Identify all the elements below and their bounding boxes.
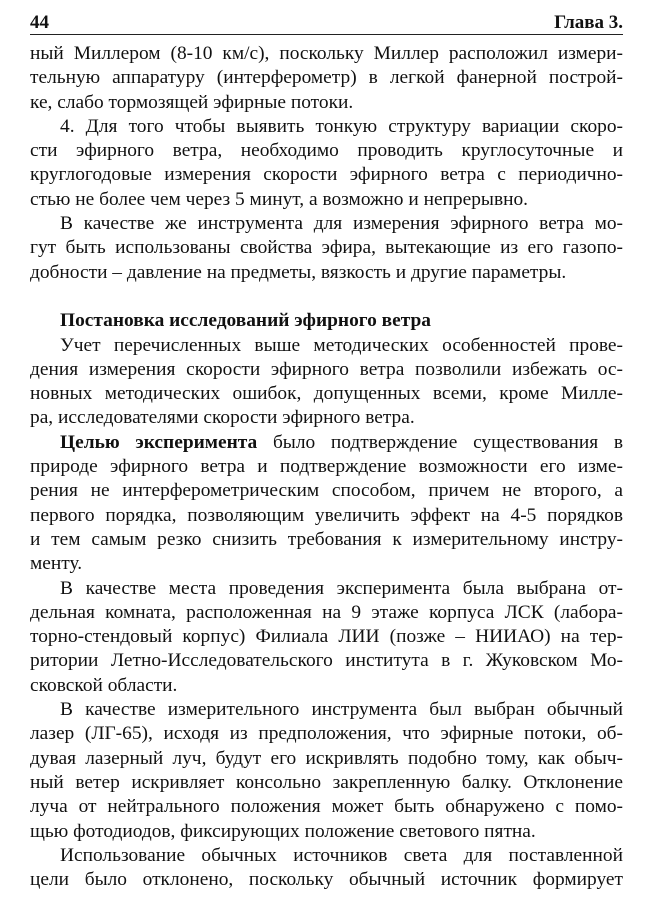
text-line: ный Миллером (8-10 км/с), поскольку Миллер расположил измери-: [30, 43, 623, 64]
text-line: дувая лазерный луч, будут его искривлять подобно тому, как обыч-: [30, 747, 623, 769]
text-line: ке, слабо тормозящей эфирные потоки.: [30, 91, 354, 113]
text-line: ный ветер искривляет консольно закрепленную балку. Отклонение: [30, 771, 623, 793]
body-text: [30, 42, 623, 892]
text-line: торно-стендовый корпус) Филиала ЛИИ (позже – НИИАО) на тер-: [30, 626, 623, 648]
text-line: природе эфирного ветра и подтверждение возможности его изме-: [30, 456, 623, 478]
text-line: ритории Летно-Исследовательского института в г. Жуковском Мо-: [30, 650, 623, 672]
text-line: новных методических ошибок, допущенных всеми, кроме Милле-: [30, 383, 623, 405]
text-line: дельная комната, расположенная на 9 этаже корпуса ЛСК (лабора-: [30, 601, 623, 623]
text-line: дения измерения скорости эфирного ветра позволили избежать ос-: [30, 358, 623, 380]
text-line: В качестве места проведения эксперимента была выбрана от-: [60, 577, 623, 599]
text-line: В качестве измерительного инструмента был выбран обычный: [60, 699, 623, 721]
chapter-label: Глава 3.: [554, 12, 623, 33]
text-fragment: было подтверждение существования в: [257, 431, 623, 453]
emphasis-term: Целью эксперимента: [60, 431, 258, 453]
text-line: менту.: [30, 553, 83, 575]
text-line: первого порядка, позволяющим увеличить эффект на 4-5 порядков: [30, 504, 623, 526]
text-line: 4. Для того чтобы выявить тонкую структуру вариации скоро-: [60, 115, 623, 137]
text-line: гут быть использованы свойства эфира, вытекающие из его газопо-: [30, 237, 623, 259]
text-line: тельную аппаратуру (интерферометр) в легкой фанерной построй-: [30, 67, 623, 89]
text-line: сти эфирного ветра, необходимо проводить круглосуточные и: [30, 140, 623, 162]
text-line: цели было отклонено, поскольку обычный источник формирует: [30, 869, 623, 891]
text-line: лазер (ЛГ-65), исходя из предположения, что эфирные потоки, об-: [30, 723, 623, 745]
text-line: рения не интерферометрическим способом, причем не второго, а: [30, 480, 623, 502]
text-line: ра, исследователями скорости эфирного ветра.: [30, 407, 415, 429]
paragraph-gap: [30, 285, 623, 309]
text-line: луча от нейтрального положения может быть обнаружено с помо-: [30, 796, 623, 818]
text-line: Учет перечисленных выше методических особенностей прове-: [60, 334, 623, 356]
text-line: Использование обычных источников света для поставленной: [60, 844, 623, 866]
text-line: [30, 431, 623, 455]
section-heading: Постановка исследований эфирного ветра: [60, 310, 431, 332]
text-line: стью не более чем через 5 минут, а возможно и непрерывно.: [30, 188, 529, 210]
running-header: [30, 10, 623, 35]
text-line: добности – давление на предметы, вязкость и другие параметры.: [30, 261, 567, 283]
text-line: В качестве же инструмента для измерения эфирного ветра мо-: [60, 213, 623, 235]
text-line: сковской области.: [30, 674, 178, 696]
text-line: щью фотодиодов, фиксирующих положение светового пятна.: [30, 820, 536, 842]
page-number: 44: [30, 12, 49, 33]
text-line: и тем самым резко снизить требования к измерительному инстру-: [30, 528, 623, 550]
text-line: круглогодовые измерения скорости эфирного ветра с периодично-: [30, 164, 623, 186]
